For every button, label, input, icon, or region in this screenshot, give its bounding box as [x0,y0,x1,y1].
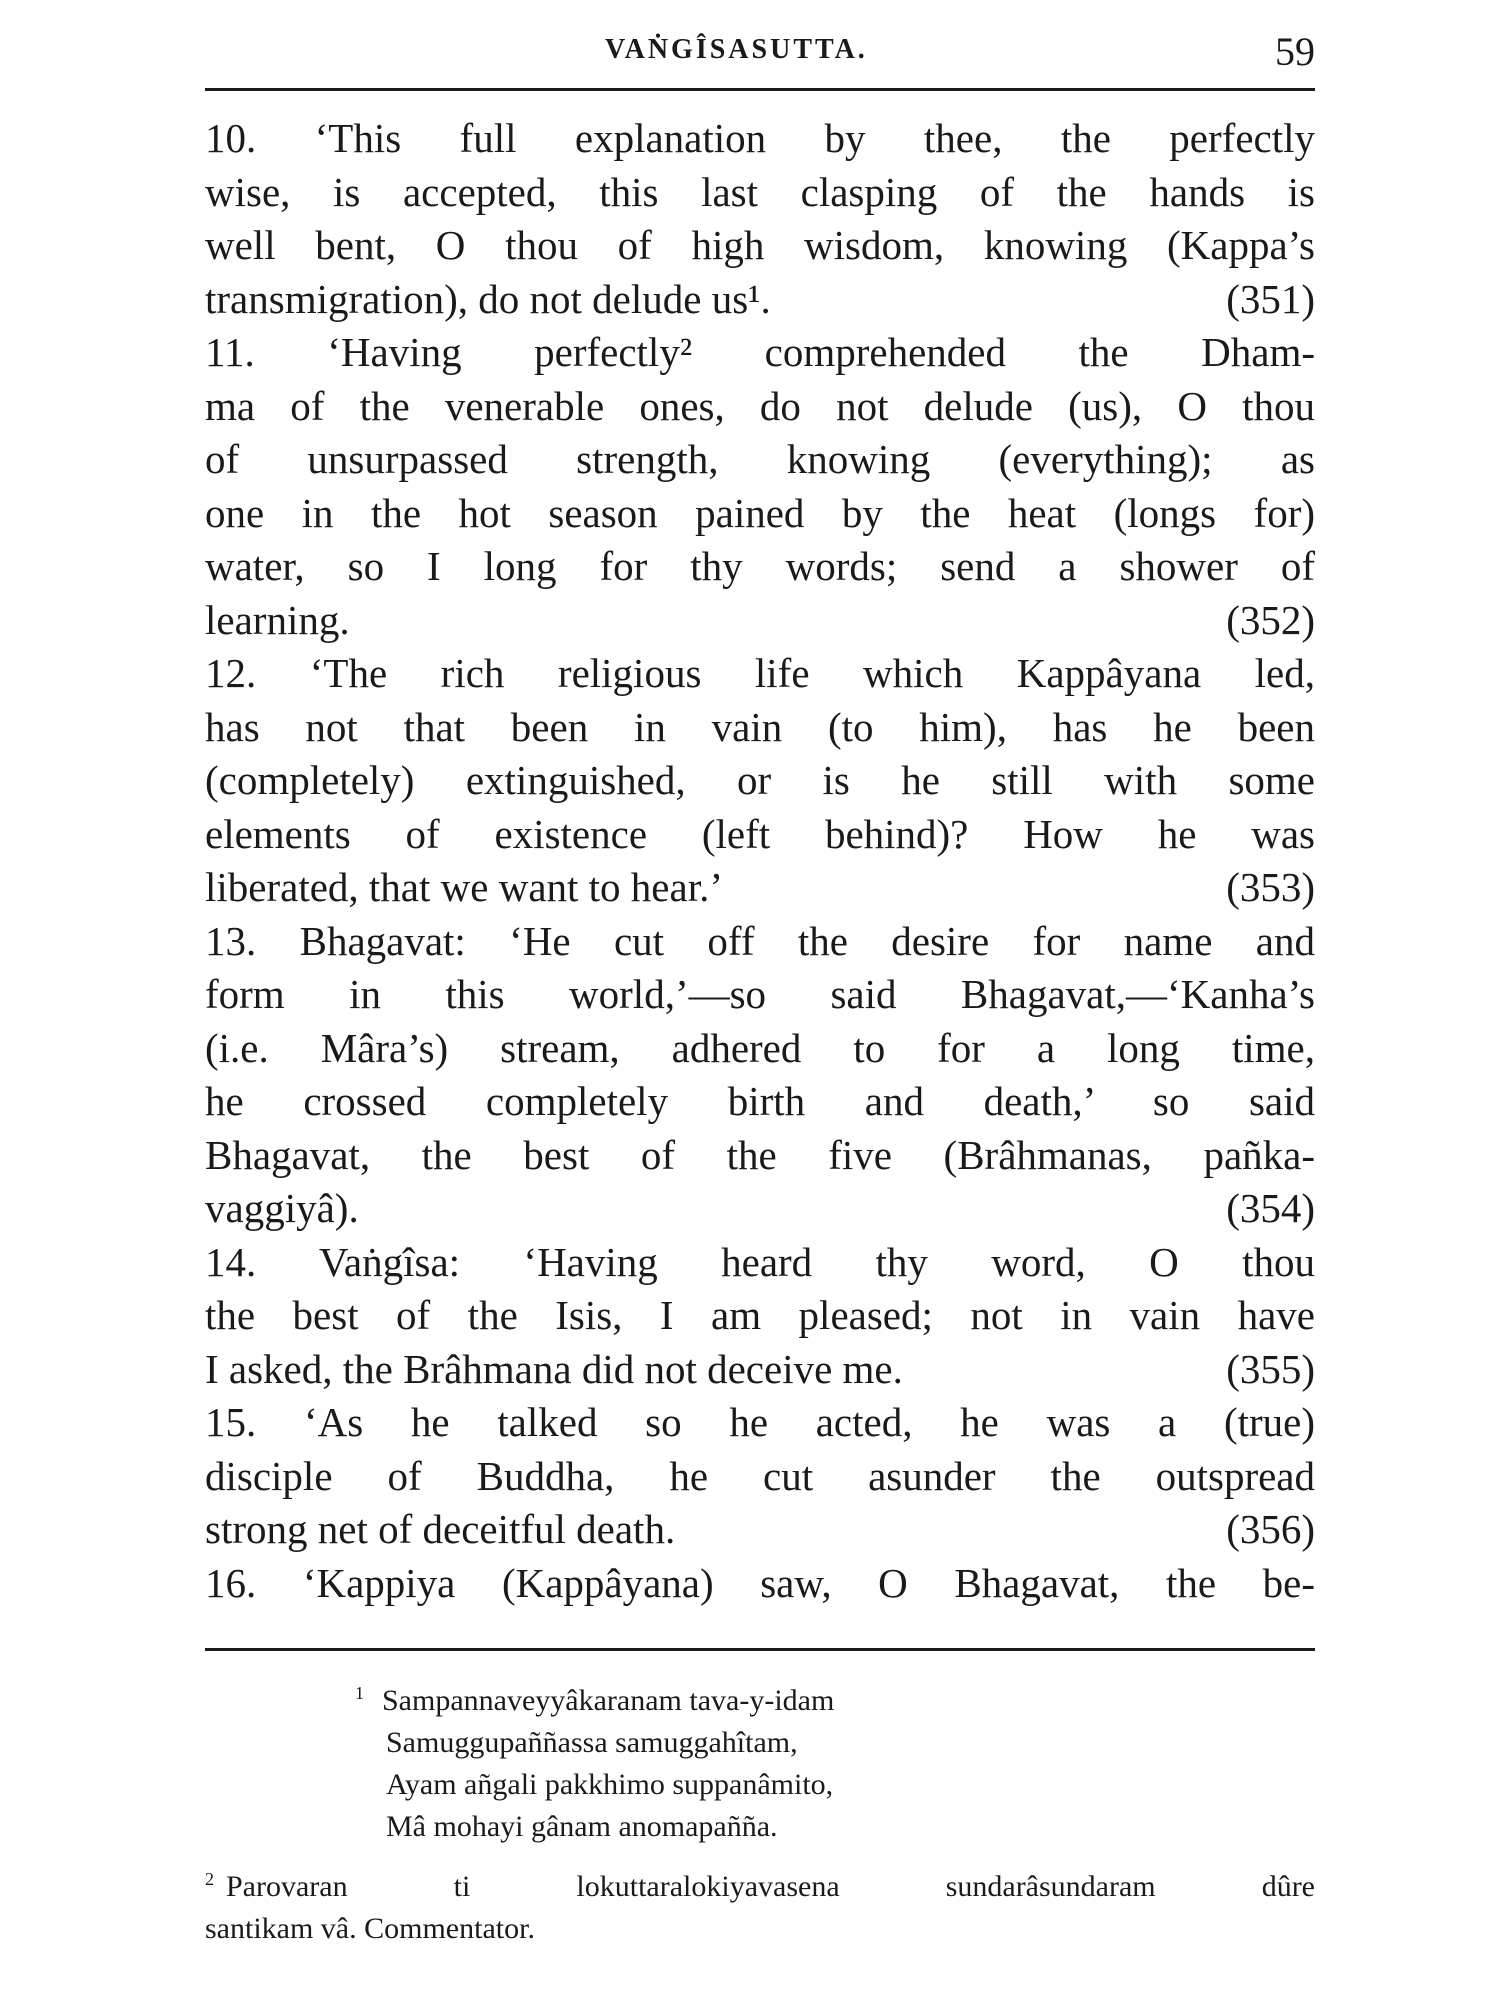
body-line: 14. Vaṅgîsa: ‘Having heard thy word, O thou [205,1238,1315,1285]
body-line: water, so I long for thy words; send a shower of [205,543,1315,589]
body-line: form in this world,’—so said Bhagavat,—‘Kanha’s [205,971,1315,1017]
body-line: Bhagavat, the best of the five (Brâhmanas, pañka- [205,1131,1315,1178]
footnote-line: santikam vâ. Commentator. [205,1912,535,1945]
footnote-line: Samuggupaññassa samuggahîtam, [386,1726,798,1759]
page-number: 59 [1275,29,1315,74]
footnote-line: Mâ mohayi gânam anomapañña. [386,1810,778,1843]
verse-number: (351) [1226,275,1315,322]
body-line: 13. Bhagavat: ‘He cut off the desire for name and [205,917,1315,964]
body-line: (i.e. Mâra’s) stream, adhered to for a long time, [205,1024,1315,1071]
body-line: 12. ‘The rich religious life which Kappâyana led, [205,650,1315,696]
body-line: one in the hot season pained by the heat (longs for) [205,489,1315,536]
body-line: he crossed completely birth and death,’ so said [205,1078,1315,1124]
body-line: 16. ‘Kappiya (Kappâyana) saw, O Bhagavat, the be- [205,1559,1315,1606]
body-line: has not that been in vain (to him), has he been [205,703,1315,750]
body-line: I asked, the Brâhmana did not deceive me. (355) [205,1343,1315,1397]
body-line: well bent, O thou of high wisdom, knowing (Kappa’s [205,222,1315,268]
body-line: transmigration), do not delude us¹. (351) [205,273,1315,327]
footnote-rule [205,1648,1315,1651]
verse-number: (355) [1226,1345,1315,1392]
verse-number: (352) [1226,596,1315,643]
body-line: strong net of deceitful death. (356) [205,1503,1315,1557]
body-line: disciple of Buddha, he cut asunder the outspread [205,1452,1315,1499]
footnotes [205,1672,1315,1950]
verse-number: (353) [1226,864,1315,910]
footnote-marker: 2 [205,1869,214,1889]
body-line: 10. ‘This full explanation by thee, the perfectly [205,115,1315,161]
body-line: 15. ‘As he talked so he acted, he was a (true) [205,1399,1315,1445]
header-rule [205,88,1315,91]
body-line: elements of existence (left behind)? How he was [205,810,1315,857]
verse-number: (356) [1226,1506,1315,1552]
body-line: of unsurpassed strength, knowing (everything); as [205,436,1315,482]
body-line: wise, is accepted, this last clasping of the hands is [205,168,1315,215]
footnote-line: $^1$ Sampannaveyyâkaranam tava-y-idam [355,1683,835,1717]
body-line: ma of the venerable ones, do not delude (us), O thou [205,382,1315,429]
book-page [205,0,1315,2000]
footnote-2 [205,1858,1315,1950]
body-line: (completely) extinguished, or is he still with some [205,757,1315,803]
running-title: VAṄGÎSASUTTA. [605,34,868,65]
body-line: vaggiyâ). (354) [205,1182,1315,1236]
footnote-1 [355,1672,1315,1848]
body-line: learning. (352) [205,594,1315,648]
running-head [205,28,1315,78]
body-line: 11. ‘Having perfectly² comprehended the Dham- [205,329,1315,375]
footnote-marker: 1 [355,1683,364,1703]
footnote-line: $^2$ Parovaran ti lokuttaralokiyavasena sundarâsundaram dûre [205,1869,1315,1903]
body-line: the best of the Isis, I am pleased; not in vain have [205,1292,1315,1338]
verse-number: (354) [1226,1185,1315,1231]
footnote-line: Ayam añgali pakkhimo suppanâmito, [386,1768,834,1801]
body-line: liberated, that we want to hear.’ (353) [205,861,1315,915]
verse-body [205,112,1315,1610]
